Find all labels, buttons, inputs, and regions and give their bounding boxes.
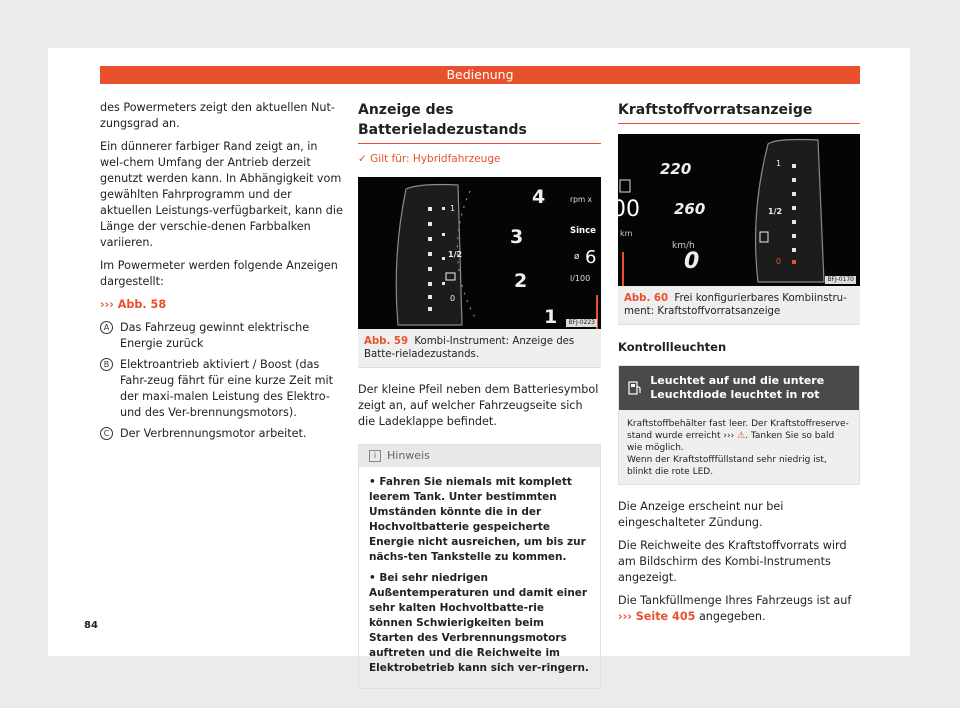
paragraph: Die Reichweite des Kraftstoffvorrats wird am Bildschirm des Kombi-Instruments angezeigt. bbox=[618, 539, 847, 584]
list-item bbox=[100, 426, 344, 442]
paragraph: Im Powermeter werden folgende Anzeigen dargestellt: bbox=[100, 259, 338, 288]
paragraph bbox=[618, 593, 860, 625]
caption-ref: Abb. 59 bbox=[364, 336, 409, 347]
paragraph: Der kleine Pfeil neben dem Batteriesymbol zeigt an, auf welcher Fahrzeugseite sich die Ladeklappe befindet. bbox=[358, 383, 599, 428]
warning-header bbox=[619, 366, 859, 410]
figure-code: BFJ-0223 bbox=[568, 319, 595, 326]
gauge-mark-empty: 0 bbox=[776, 257, 782, 266]
rpm-number: 4 bbox=[532, 186, 546, 208]
warning-body bbox=[619, 410, 859, 484]
column-left bbox=[100, 100, 344, 447]
paragraph-text: angegeben. bbox=[698, 610, 766, 623]
km-label: km bbox=[620, 229, 633, 238]
gauge-mark-half: 1/2 bbox=[448, 250, 463, 259]
list-item-text: Der Verbrennungsmotor arbeitet. bbox=[120, 427, 307, 440]
figure-battery-gauge bbox=[358, 177, 601, 329]
validity-note: ✓ Gilt für: Hybridfahrzeuge bbox=[358, 153, 501, 165]
rpm-label: rpm x bbox=[570, 195, 592, 204]
gauge-mark-half: 1/2 bbox=[768, 207, 783, 216]
figure-code: BFJ-0170 bbox=[827, 276, 854, 283]
paragraph: des Powermeters zeigt den aktuellen Nut-zungsgrad an. bbox=[100, 101, 335, 130]
note-item: • Fahren Sie niemals mit komplett leerem Tank. Unter bestimmten Umständen könnte die in der Hochvoltbatterie gespeicherte Energie nicht ausreichen, um bis zur nächs-ten Tankstelle zu kommen. bbox=[369, 476, 586, 563]
note-body bbox=[359, 467, 600, 688]
section-heading: Anzeige des Batterieladezustands bbox=[358, 100, 601, 144]
consumption-unit: l/100 bbox=[570, 274, 591, 283]
warning-text: . Tanken Sie so bald wie möglich. bbox=[627, 431, 835, 453]
note-title: Hinweis bbox=[387, 449, 430, 462]
warning-title: Leuchtet auf und die untere Leuchtdiode leuchtet in rot bbox=[650, 374, 825, 401]
label-badge-a: A bbox=[100, 321, 113, 334]
page-reference-link[interactable]: ››› Seite 405 bbox=[618, 610, 696, 623]
note-item: • Bei sehr niedrigen Außentemperaturen und damit einer sehr kalten Hochvoltbatte-rie können Schwierigkeiten beim Starten des Verbrennungsmotors auftreten und die Reichweite im Elektrobetrieb kann sich ver-ringern. bbox=[369, 572, 589, 674]
speed-number: 0 bbox=[684, 249, 700, 274]
gauge-mark-full: 1 bbox=[776, 159, 782, 168]
note-header bbox=[359, 445, 600, 467]
warning-box bbox=[618, 365, 860, 485]
list-item-text: Elektroantrieb aktiviert / Boost (das Fahr-zeug fährt für eine kurze Zeit mit der maxi-malen Leistung des Elektro- und des Ver-brennungsmotors). bbox=[120, 358, 334, 419]
caption-text: Kombi-Instrument: Anzeige des Batte-rieladezustands. bbox=[364, 336, 575, 360]
caption-ref: Abb. 60 bbox=[624, 293, 669, 304]
since-label: Since bbox=[570, 226, 596, 236]
page-number: 84 bbox=[84, 620, 98, 631]
warning-text: Wenn der Kraftstofffüllstand sehr niedrig ist, blinkt die rote LED. bbox=[627, 455, 827, 477]
figure-caption bbox=[618, 286, 860, 325]
gauge-mark-full: 1 bbox=[450, 204, 456, 213]
rpm-number: 3 bbox=[510, 226, 524, 248]
list-item-text: Das Fahrzeug gewinnt elektrische Energie zurück bbox=[120, 321, 310, 350]
caption-text: Frei konfigurierbares Kombiinstru-ment: Kraftstoffvorratsanzeige bbox=[624, 293, 847, 317]
note-box bbox=[358, 444, 601, 689]
avg-symbol: ø bbox=[574, 252, 580, 262]
section-heading: Kraftstoffvorratsanzeige bbox=[618, 100, 860, 124]
fuel-pump-icon bbox=[619, 380, 650, 396]
warning-text: Kraftstoffbehälter fast leer. Der Kraftstoffreserve-stand wurde erreicht ››› bbox=[627, 419, 849, 441]
list-item bbox=[100, 357, 344, 421]
subheading: Kontrollleuchten bbox=[618, 340, 727, 354]
column-middle bbox=[358, 100, 601, 689]
speed-unit: km/h bbox=[672, 241, 695, 251]
paragraph: Ein dünnerer farbiger Rand zeigt an, in wel-chem Umfang der Antrieb derzeit genutzt werden kann. In Abhängigkeit vom gewählten Fahrprogramm und der aktuellen Leistungs-verfügbarkeit, kann die Länge der verschie-denen Farbbalken variieren. bbox=[100, 140, 343, 249]
odometer-value: 00 bbox=[612, 197, 640, 222]
label-badge-c: C bbox=[100, 427, 113, 440]
paragraph-text: Die Tankfüllmenge Ihres Fahrzeugs ist auf bbox=[618, 594, 852, 607]
paragraph: Die Anzeige erscheint nur bei eingeschalteter Zündung. bbox=[618, 500, 784, 529]
instrument-cluster-illustration bbox=[358, 177, 601, 329]
rpm-number: 1 bbox=[544, 306, 558, 328]
label-badge-b: B bbox=[100, 358, 113, 371]
figure-fuel-gauge bbox=[612, 134, 860, 286]
gauge-mark-empty: 0 bbox=[450, 294, 456, 303]
figure-caption bbox=[358, 329, 601, 368]
column-right bbox=[612, 100, 860, 632]
rpm-number: 2 bbox=[514, 270, 528, 292]
figure-reference-link[interactable]: ››› Abb. 58 bbox=[100, 298, 167, 311]
section-header: Bedienung bbox=[100, 66, 860, 84]
info-icon: i bbox=[369, 450, 381, 462]
list-item bbox=[100, 320, 344, 352]
speed-number: 260 bbox=[674, 200, 706, 218]
warning-triangle-icon: ⚠ bbox=[737, 431, 746, 441]
instrument-cluster-illustration bbox=[612, 134, 860, 286]
avg-value: 6 bbox=[585, 247, 597, 268]
speed-number: 220 bbox=[660, 160, 692, 178]
